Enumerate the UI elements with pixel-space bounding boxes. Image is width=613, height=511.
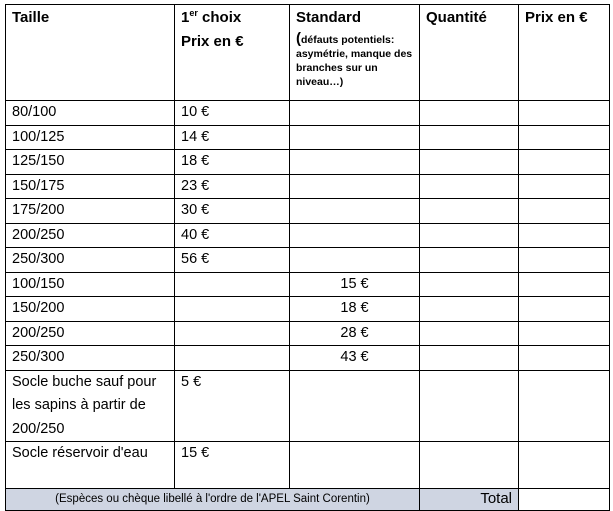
header-first-choice-sup: er: [189, 8, 198, 18]
size-cell: 80/100: [6, 101, 175, 126]
header-first-choice: [175, 5, 290, 101]
first-choice-cell: 40 €: [175, 223, 290, 248]
size-cell: 100/125: [6, 125, 175, 150]
standard-cell: [290, 150, 420, 175]
standard-cell: [290, 174, 420, 199]
total-label: Total: [420, 489, 519, 511]
size-cell: 150/175: [6, 174, 175, 199]
table-row: [6, 174, 610, 199]
quantity-cell[interactable]: [420, 370, 519, 442]
payment-note: (Espèces ou chèque libellé à l'ordre de l'APEL Saint Corentin): [6, 489, 420, 511]
first-choice-cell: [175, 272, 290, 297]
first-choice-cell: 18 €: [175, 150, 290, 175]
standard-cell: 15 €: [290, 272, 420, 297]
first-choice-cell: [175, 297, 290, 322]
table-row: [6, 248, 610, 273]
quantity-cell[interactable]: [420, 174, 519, 199]
size-cell: 200/250: [6, 321, 175, 346]
quantity-cell[interactable]: [420, 272, 519, 297]
table-row: [6, 370, 610, 442]
first-choice-cell: 30 €: [175, 199, 290, 224]
table-row: [6, 150, 610, 175]
price-cell[interactable]: [519, 150, 610, 175]
price-cell[interactable]: [519, 174, 610, 199]
quantity-cell[interactable]: [420, 297, 519, 322]
quantity-cell[interactable]: [420, 101, 519, 126]
price-cell[interactable]: [519, 272, 610, 297]
quantity-cell[interactable]: [420, 150, 519, 175]
table-row: [6, 272, 610, 297]
quantity-cell[interactable]: [420, 248, 519, 273]
price-cell[interactable]: [519, 297, 610, 322]
price-cell[interactable]: [519, 321, 610, 346]
standard-cell: [290, 248, 420, 273]
first-choice-cell: 10 €: [175, 101, 290, 126]
price-cell[interactable]: [519, 125, 610, 150]
size-cell: Socle buche sauf pour les sapins à partir de 200/250: [6, 370, 175, 442]
size-cell: 175/200: [6, 199, 175, 224]
first-choice-cell: 15 €: [175, 442, 290, 489]
standard-cell: 28 €: [290, 321, 420, 346]
standard-cell: [290, 101, 420, 126]
price-cell[interactable]: [519, 101, 610, 126]
quantity-cell[interactable]: [420, 321, 519, 346]
table-row: [6, 101, 610, 126]
table-row: [6, 346, 610, 371]
size-cell: 100/150: [6, 272, 175, 297]
size-cell: 150/200: [6, 297, 175, 322]
table-row: [6, 321, 610, 346]
header-size: Taille: [6, 5, 175, 101]
quantity-cell[interactable]: [420, 199, 519, 224]
table-row: [6, 125, 610, 150]
price-cell[interactable]: [519, 248, 610, 273]
table-body: [6, 101, 610, 489]
size-cell: 125/150: [6, 150, 175, 175]
price-cell[interactable]: [519, 370, 610, 442]
price-table: [5, 4, 610, 511]
header-price: Prix en €: [519, 5, 610, 101]
standard-cell: [290, 125, 420, 150]
header-row: [6, 5, 610, 101]
header-standard-label: Standard: [296, 9, 362, 26]
first-choice-cell: [175, 346, 290, 371]
header-standard: [290, 5, 420, 101]
price-cell[interactable]: [519, 442, 610, 489]
standard-cell: 18 €: [290, 297, 420, 322]
table-row: [6, 442, 610, 489]
footer-row: [6, 489, 610, 511]
first-choice-cell: [175, 321, 290, 346]
header-first-choice-price: Prix en €: [181, 33, 244, 50]
header-standard-note: [296, 32, 419, 89]
price-cell[interactable]: [519, 223, 610, 248]
price-cell[interactable]: [519, 199, 610, 224]
header-standard-note-text: défauts potentiels: asymétrie, manque des branches sur un niveau…): [296, 34, 413, 88]
quantity-cell[interactable]: [420, 223, 519, 248]
table-row: [6, 199, 610, 224]
first-choice-cell: 56 €: [175, 248, 290, 273]
first-choice-cell: 14 €: [175, 125, 290, 150]
total-value-cell[interactable]: [519, 489, 610, 511]
size-cell: 250/300: [6, 248, 175, 273]
header-quantity: Quantité: [420, 5, 519, 101]
standard-cell: [290, 199, 420, 224]
standard-cell: 43 €: [290, 346, 420, 371]
first-choice-cell: 23 €: [175, 174, 290, 199]
quantity-cell[interactable]: [420, 346, 519, 371]
size-cell: 200/250: [6, 223, 175, 248]
size-cell: 250/300: [6, 346, 175, 371]
header-standard-paren: (: [296, 30, 301, 47]
price-cell[interactable]: [519, 346, 610, 371]
standard-cell: [290, 442, 420, 489]
standard-cell: [290, 370, 420, 442]
standard-cell: [290, 223, 420, 248]
quantity-cell[interactable]: [420, 125, 519, 150]
header-first-choice-num: 1: [181, 9, 190, 26]
table-row: [6, 297, 610, 322]
size-cell: Socle réservoir d'eau: [6, 442, 175, 489]
quantity-cell[interactable]: [420, 442, 519, 489]
first-choice-cell: 5 €: [175, 370, 290, 442]
table-row: [6, 223, 610, 248]
header-first-choice-word: choix: [197, 9, 242, 26]
